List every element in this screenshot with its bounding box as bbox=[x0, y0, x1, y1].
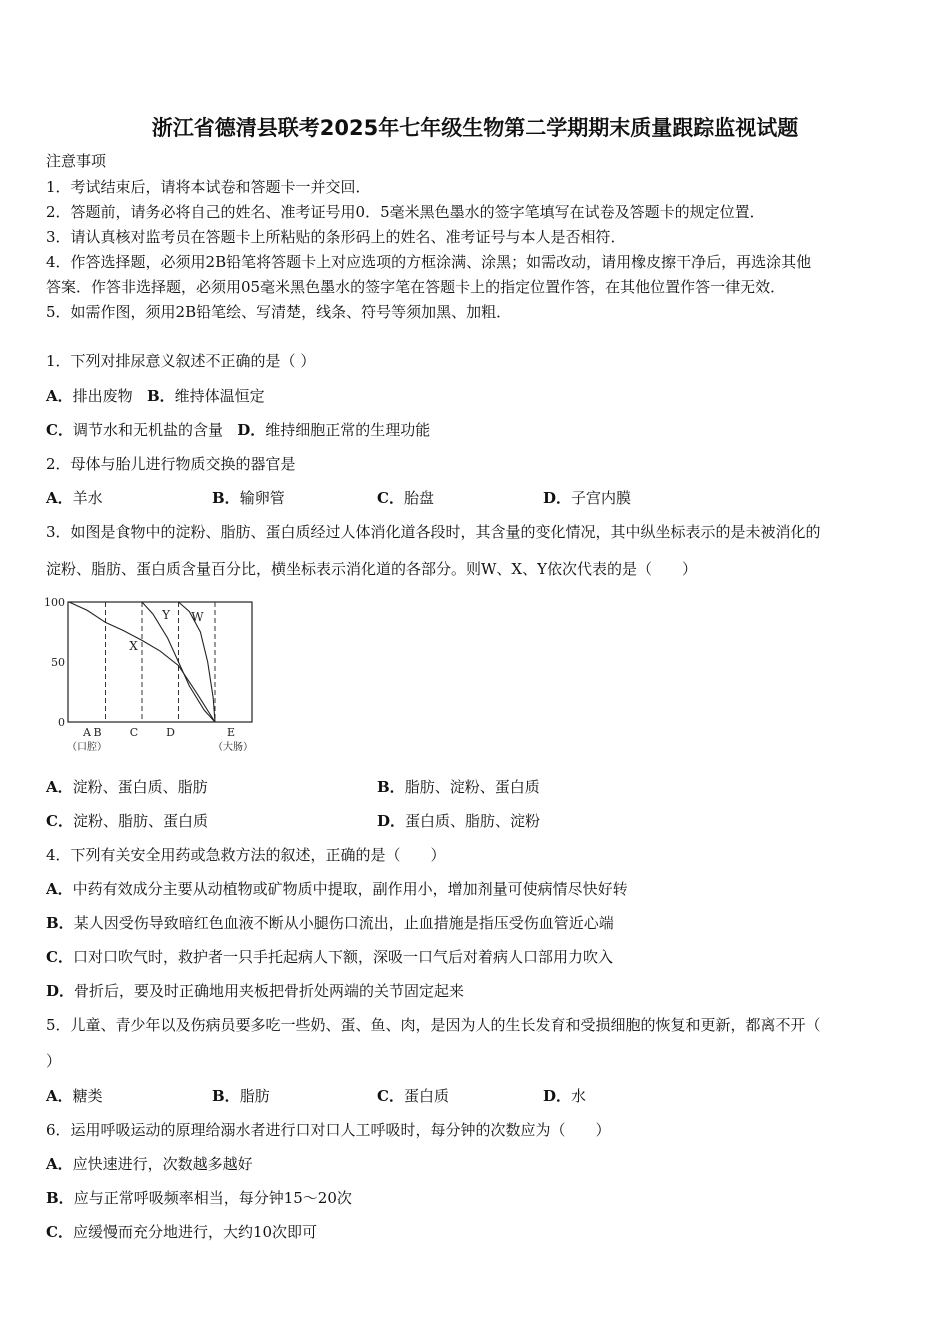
q5-opt-c bbox=[377, 1085, 449, 1106]
q6-opt-a bbox=[46, 1153, 253, 1174]
q3-opt-a bbox=[46, 776, 208, 797]
y-tick-label: 100 bbox=[44, 596, 65, 609]
q2-opt-d bbox=[543, 487, 631, 508]
x-note-large-intestine: （大肠） bbox=[213, 742, 253, 753]
notice-item-4-cont: 答案．作答非选择题，必须用05毫米黑色墨水的签字笔在答题卡上的指定位置作答，在其他位置作答一律无效． bbox=[46, 278, 786, 296]
q3-option-b-letter: B． bbox=[377, 778, 405, 796]
q6-option-a-letter: A． bbox=[46, 1155, 73, 1173]
notice-item-1: 1．考试结束后，请将本试卷和答题卡一并交回． bbox=[46, 178, 371, 196]
q1-options bbox=[46, 385, 265, 406]
q3-stem-2: 淀粉、脂肪、蛋白质含量百分比，横坐标表示消化道的各部分。则W、X、Y依次代表的是（ ） bbox=[46, 560, 698, 578]
q5-option-c-letter: C． bbox=[377, 1087, 404, 1105]
x-category-label: C bbox=[129, 726, 139, 739]
q1-option-a: 排出废物 bbox=[72, 387, 133, 405]
q3-opt-d bbox=[377, 810, 540, 831]
q6-opt-b bbox=[46, 1187, 352, 1208]
q6-option-c-letter: C． bbox=[46, 1223, 73, 1241]
q3-option-c-letter: C． bbox=[46, 812, 73, 830]
q2-option-d-letter: D． bbox=[543, 489, 572, 507]
q5-option-a: 糖类 bbox=[72, 1087, 103, 1105]
q1-option-c: 调节水和无机盐的含量 bbox=[72, 421, 223, 439]
q3-option-a-letter: A． bbox=[46, 778, 73, 796]
q1-stem: 1．下列对排尿意义叙述不正确的是（ ） bbox=[46, 352, 316, 370]
q2-option-b-letter: B． bbox=[212, 489, 240, 507]
notice-item-3: 3．请认真核对监考员在答题卡上所粘贴的条形码上的姓名、准考证号与本人是否相符． bbox=[46, 228, 626, 246]
notice-heading: 注意事项 bbox=[46, 152, 107, 170]
q5-option-d: 水 bbox=[571, 1087, 587, 1105]
q5-option-a-letter: A． bbox=[46, 1087, 73, 1105]
q2-option-c: 胎盘 bbox=[403, 489, 434, 507]
q5-stem-2: ） bbox=[46, 1052, 62, 1070]
q3-opt-c bbox=[46, 810, 208, 831]
q6-stem: 6．运用呼吸运动的原理给溺水者进行口对口人工呼吸时，每分钟的次数应为（ ） bbox=[46, 1121, 611, 1139]
q4-option-d: 骨折后，要及时正确地用夹板把骨折处两端的关节固定起来 bbox=[74, 982, 465, 1000]
q6-option-c: 应缓慢而充分地进行，大约10次即可 bbox=[72, 1223, 318, 1241]
notice-item-5: 5．如需作图，须用2B铅笔绘、写清楚，线条、符号等须加黑、加粗． bbox=[46, 303, 512, 321]
digestion-chart bbox=[40, 592, 270, 757]
q3-option-c: 淀粉、脂肪、蛋白质 bbox=[72, 812, 208, 830]
q5-option-b-letter: B． bbox=[212, 1087, 240, 1105]
notice-item-2: 2．答题前，请务必将自己的姓名、准考证号用0．5毫米黑色墨水的签字笔填写在试卷及答题卡的规定位置． bbox=[46, 203, 765, 221]
q2-option-a: 羊水 bbox=[72, 489, 103, 507]
q1-option-d-letter: D． bbox=[237, 421, 266, 439]
q4-opt-d bbox=[46, 980, 464, 1001]
q5-opt-d bbox=[543, 1085, 586, 1106]
q5-opt-a bbox=[46, 1085, 103, 1106]
q6-option-a: 应快速进行，次数越多越好 bbox=[72, 1155, 253, 1173]
q1-option-b: 维持体温恒定 bbox=[174, 387, 265, 405]
q5-option-d-letter: D． bbox=[543, 1087, 572, 1105]
series-label-x: X bbox=[129, 639, 138, 653]
y-tick-label: 50 bbox=[51, 656, 65, 669]
q2-option-a-letter: A． bbox=[46, 489, 73, 507]
q3-stem-1: 3．如图是食物中的淀粉、脂肪、蛋白质经过人体消化道各段时，其含量的变化情况，其中纵坐标表示的是未被消化的 bbox=[46, 523, 821, 541]
y-tick-label: 0 bbox=[58, 716, 65, 729]
q3-option-d-letter: D． bbox=[377, 812, 406, 830]
q6-opt-c bbox=[46, 1221, 317, 1242]
x-category-label: A bbox=[83, 726, 91, 739]
q3-option-a: 淀粉、蛋白质、脂肪 bbox=[72, 778, 208, 796]
x-category-label: E bbox=[226, 726, 236, 739]
q2-option-c-letter: C． bbox=[377, 489, 404, 507]
q4-option-a: 中药有效成分主要从动植物或矿物质中提取，副作用小，增加剂量可使病情尽快好转 bbox=[72, 880, 628, 898]
q5-option-c: 蛋白质 bbox=[403, 1087, 449, 1105]
q4-opt-b bbox=[46, 912, 614, 933]
x-category-label: B bbox=[93, 726, 102, 739]
q5-stem-1: 5．儿童、青少年以及伤病员要多吃一些奶、蛋、鱼、肉，是因为人的生长发育和受损细胞的恢复和更新，都离不开（ bbox=[46, 1016, 821, 1034]
q2-opt-b bbox=[212, 487, 285, 508]
q3-option-b: 脂肪、淀粉、蛋白质 bbox=[404, 778, 540, 796]
q2-opt-a bbox=[46, 487, 103, 508]
series-label-w: W bbox=[191, 610, 204, 625]
q5-opt-b bbox=[212, 1085, 270, 1106]
page-title: 浙江省德清县联考2025年七年级生物第二学期期末质量跟踪监视试题 bbox=[151, 116, 799, 140]
q1-options-2 bbox=[46, 419, 430, 440]
q4-option-c-letter: C． bbox=[46, 948, 73, 966]
q1-option-d: 维持细胞正常的生理功能 bbox=[265, 421, 431, 439]
q3-option-d: 蛋白质、脂肪、淀粉 bbox=[405, 812, 541, 830]
q1-option-b-letter: B． bbox=[146, 387, 175, 405]
plot-frame bbox=[68, 602, 252, 722]
q4-option-b: 某人因受伤导致暗红色血液不断从小腿伤口流出，止血措施是指压受伤血管近心端 bbox=[73, 914, 614, 932]
q1-option-a-letter: A． bbox=[46, 387, 73, 405]
x-note-mouth: （口腔） bbox=[67, 742, 107, 753]
notice-item-4: 4．作答选择题，必须用2B铅笔将答题卡上对应选项的方框涂满、涂黑；如需改动，请用橡皮擦干净后，再选涂其他 bbox=[46, 253, 812, 271]
q4-stem: 4．下列有关安全用药或急救方法的叙述，正确的是（ ） bbox=[46, 846, 446, 864]
series-label-y: Y bbox=[162, 607, 170, 622]
q4-opt-c bbox=[46, 946, 613, 967]
q2-opt-c bbox=[377, 487, 434, 508]
q2-stem: 2．母体与胎儿进行物质交换的器官是 bbox=[46, 455, 296, 473]
q5-option-b: 脂肪 bbox=[239, 1087, 270, 1105]
q4-option-c: 口对口吹气时，救护者一只手托起病人下额，深吸一口气后对着病人口部用力吹入 bbox=[72, 948, 613, 966]
q4-option-a-letter: A． bbox=[46, 880, 73, 898]
q6-option-b: 应与正常呼吸频率相当，每分钟15～20次 bbox=[73, 1189, 352, 1207]
q2-option-d: 子宫内膜 bbox=[571, 489, 632, 507]
q2-option-b: 输卵管 bbox=[239, 489, 285, 507]
q4-option-d-letter: D． bbox=[46, 982, 75, 1000]
x-category-label: D bbox=[166, 726, 175, 739]
q3-opt-b bbox=[377, 776, 540, 797]
q1-option-c-letter: C． bbox=[46, 421, 73, 439]
q6-option-b-letter: B． bbox=[46, 1189, 74, 1207]
q4-option-b-letter: B． bbox=[46, 914, 74, 932]
q4-opt-a bbox=[46, 878, 628, 899]
